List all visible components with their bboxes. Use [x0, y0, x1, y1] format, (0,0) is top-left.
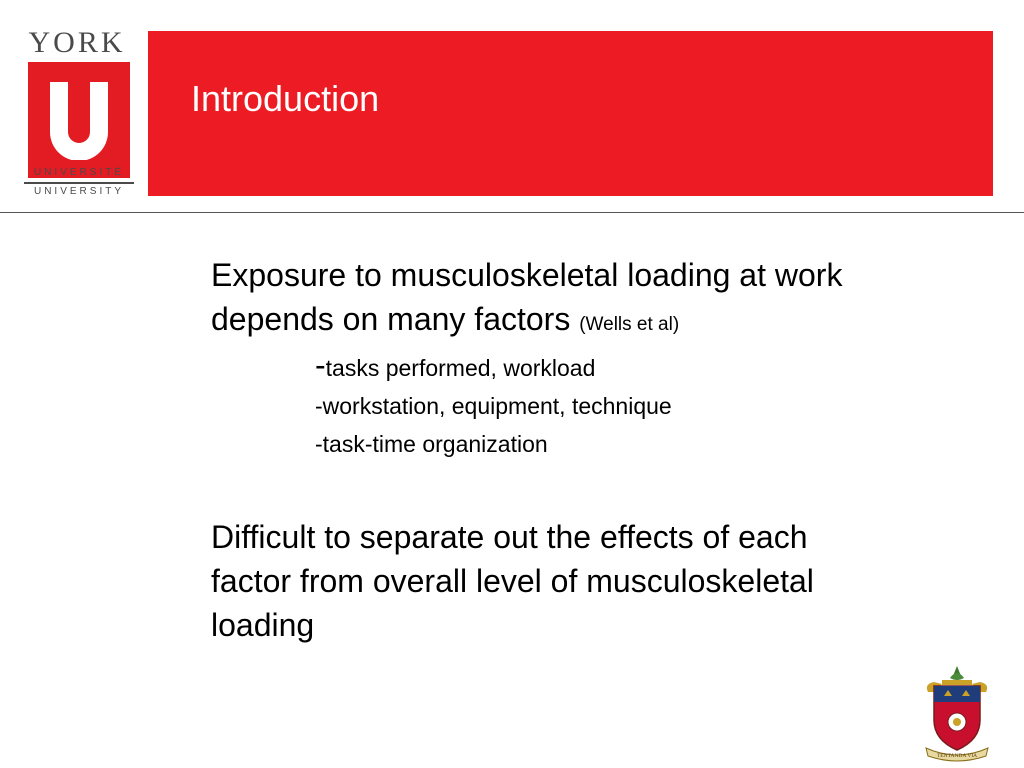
york-university-logo	[24, 28, 134, 200]
logo-university: UNIVERSITY	[33, 186, 124, 197]
paragraph-exposure	[211, 253, 891, 341]
list-item: -workstation, equipment, technique	[315, 393, 672, 419]
paragraph-exposure-text: Exposure to musculoskeletal loading at work depends on many factors	[211, 257, 843, 337]
logo-universite: UNIVERSITÉ	[33, 167, 124, 178]
factor-list	[315, 349, 891, 463]
logo-red-block	[28, 62, 130, 178]
list-item-dash: -	[315, 347, 326, 383]
paragraph-difficulty: Difficult to separate out the effects of each factor from overall level of musculoskeletal loading	[211, 519, 814, 643]
header-divider	[0, 212, 1024, 213]
list-item-text: tasks performed, workload	[325, 355, 596, 381]
title-banner	[148, 31, 993, 196]
slide-body	[211, 253, 891, 647]
citation: (Wells et al)	[579, 314, 680, 335]
logo-wordmark: YORK	[28, 26, 126, 59]
logo-u-icon	[50, 82, 108, 160]
coat-of-arms-icon	[920, 662, 994, 762]
crest-motto: TENTANDA VIA	[936, 753, 978, 759]
list-item	[315, 349, 891, 387]
list-item: -task-time organization	[315, 431, 548, 457]
slide-title: Introduction	[191, 78, 380, 119]
logo-divider	[24, 182, 134, 184]
